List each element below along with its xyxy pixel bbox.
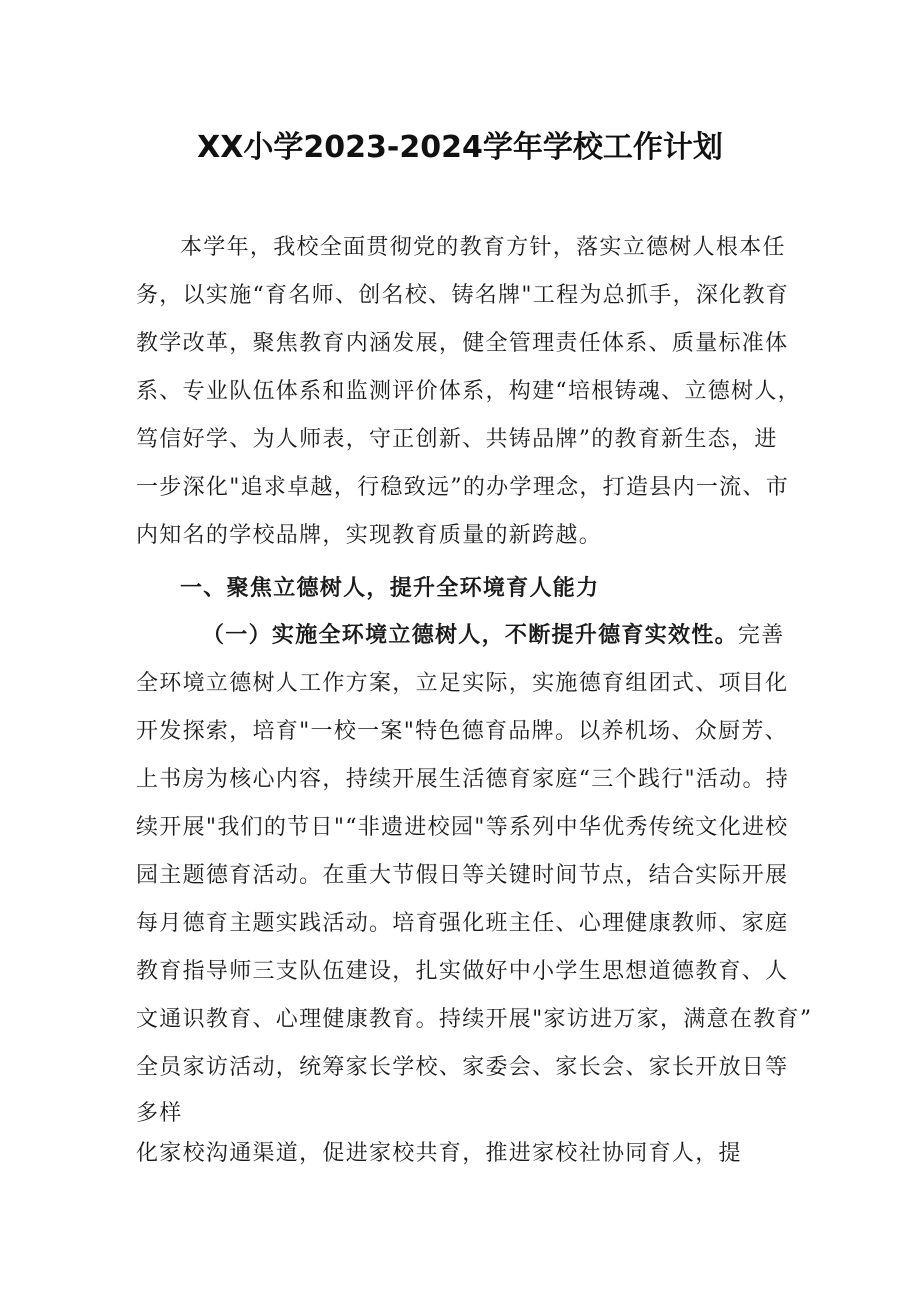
paragraph-line: 全员家访活动，统筹家长学校、家委会、家长会、家长开放日等	[136, 1055, 789, 1080]
paragraph-line: 上书房为核心内容，持续开展生活德育家庭“三个践行"活动。持	[136, 767, 790, 792]
paragraph-line: 教育指导师三支队伍建设，扎实做好中小学生思想道德教育、人	[136, 959, 789, 984]
paragraph-line: 务，以实施“育名师、创名校、铸名牌"工程为总抓手，深化教育	[136, 283, 790, 308]
subsection-heading: （一）实施全环境立德树人，不断提升德育实效性。	[202, 623, 738, 648]
document-title: XX小学2023-2024学年学校工作计划	[197, 130, 723, 165]
paragraph-line: 化家校沟通渠道，促进家校共育，推进家校社协同育人，提	[136, 1141, 742, 1166]
paragraph-line: 笃信好学、为人师表，守正创新、共铸品牌”的教育新生态，进	[136, 427, 778, 452]
paragraph-line: 多样	[136, 1101, 183, 1126]
paragraph-line: 本学年，我校全面贯彻党的教育方针，落实立德树人根本任	[180, 235, 786, 260]
paragraph-line: 园主题德育活动。在重大节假日等关键时间节点，结合实际开展	[136, 863, 789, 888]
paragraph-line: 系、专业队伍体系和监测评价体系，构建“培根铸魂、立德树人，	[136, 379, 801, 404]
paragraph-line: 一步深化"追求卓越，行稳致远”的办学理念，打造县内一流、市	[136, 475, 790, 500]
paragraph-line: 全环境立德树人工作方案，立足实际，实施德育组团式、项目化	[136, 671, 789, 696]
paragraph-line: 每月德育主题实践活动。培育强化班主任、心理健康教师、家庭	[136, 911, 789, 936]
paragraph-line: 教学改革，聚焦教育内涵发展，健全管理责任体系、质量标准体	[136, 331, 789, 356]
subsection-first-line	[202, 625, 802, 647]
section-heading: 一、聚焦立德树人，提升全环境育人能力	[180, 576, 600, 601]
paragraph-line: 开发探索，培育"一校一案"特色德育品牌。以养机场、众厨芳、	[136, 719, 788, 744]
paragraph-line: 内知名的学校品牌，实现教育质量的新跨越。	[136, 523, 603, 548]
paragraph-line: 文通识教育、心理健康教育。持续开展"家访进万家，满意在教育”	[136, 1007, 813, 1032]
paragraph-line: 续开展"我们的节日"“非遗进校园"等系列中华优秀传统文化进校	[136, 815, 789, 840]
subsection-first-line-tail: 完善	[737, 623, 785, 648]
